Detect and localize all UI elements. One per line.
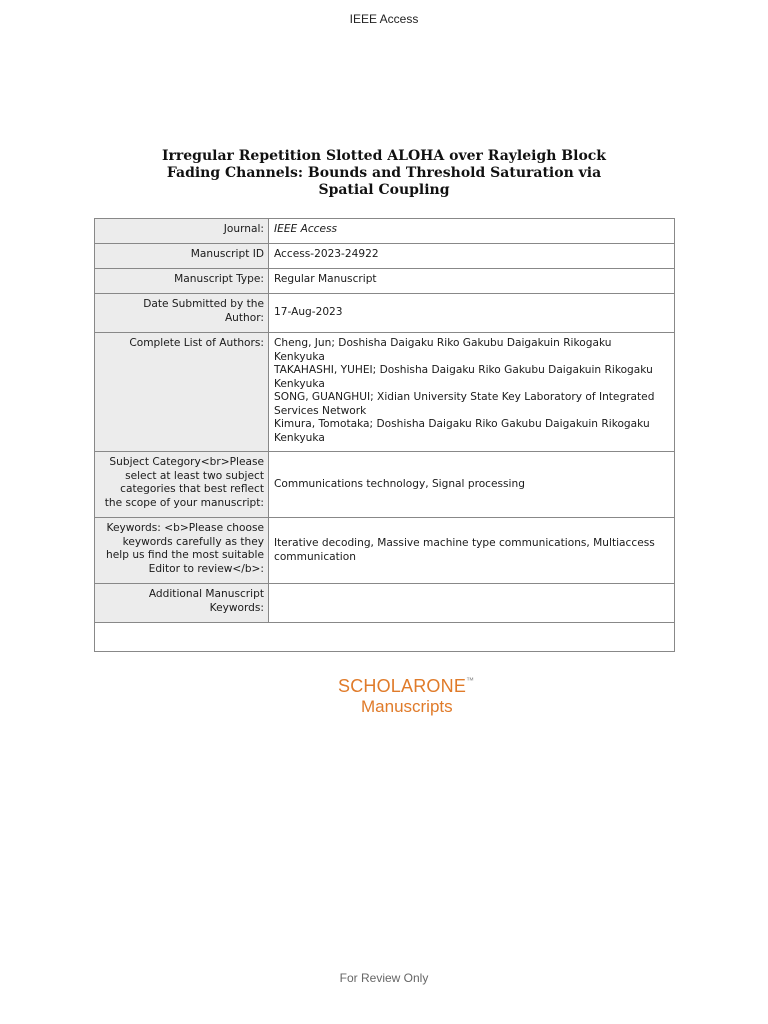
label-line: Editor to review</b>: [148,562,264,575]
authors-label: Complete List of Authors: [95,333,269,452]
label-line: Author: [224,311,264,324]
label-line: help us find the most suitable [106,549,264,561]
paper-title [134,148,634,199]
table-row-empty [95,623,675,652]
table-row-keywords [95,518,675,584]
running-header: IEEE Access [349,12,419,26]
label-line: Keywords: [209,601,264,614]
keywords-value [269,518,675,584]
label-line: Date Submitted by the [143,298,264,310]
keyword-line: communication [274,550,356,563]
table-row-subject-category [95,452,675,518]
author-line: SONG, GUANGHUI; Xidian University State Key Laboratory of Integrated [274,391,655,403]
journal-label: Journal: [95,219,269,244]
label-line: Subject Category<br>Please [109,456,264,468]
label-line: Additional Manuscript [148,588,264,600]
author-line: Kenkyuka [274,377,325,390]
manuscript-info-table [94,218,675,652]
table-row-journal [95,219,675,244]
author-line: Kenkyuka [274,350,325,363]
logo-one-text: ONE [426,676,467,696]
logo-scholar-text: SCHOLAR [338,676,427,696]
label-line: keywords carefully as they [122,535,264,548]
author-line: Cheng, Jun; Doshisha Daigaku Riko Gakubu Daigakuin Rikogaku [274,337,612,349]
label-line: the scope of your manuscript: [104,496,264,509]
keywords-label [95,518,269,584]
manuscript-type-value: Regular Manuscript [269,269,675,294]
label-line: categories that best reflect [120,483,264,495]
label-line: Keywords: <b>Please choose [106,522,264,534]
authors-value [269,333,675,452]
manuscript-id-value: Access-2023-24922 [269,244,675,269]
author-line: Services Network [274,404,367,417]
title-line: Fading Channels: Bounds and Threshold Saturation via [166,165,602,181]
date-submitted-label [95,294,269,333]
empty-cell [95,623,675,652]
additional-keywords-label [95,584,269,623]
manuscript-id-label: Manuscript ID [95,244,269,269]
subject-category-label [95,452,269,518]
table-row-date-submitted [95,294,675,333]
author-line: TAKAHASHI, YUHEI; Doshisha Daigaku Riko Gakubu Daigakuin Rikogaku [274,364,653,376]
label-line: select at least two subject [125,469,264,482]
journal-value: IEEE Access [269,219,675,244]
manuscript-type-label: Manuscript Type: [95,269,269,294]
date-submitted-value: 17-Aug-2023 [269,294,675,333]
table-row-manuscript-type [95,269,675,294]
review-footer: For Review Only [339,971,429,985]
logo-trademark: ™ [466,676,475,685]
table-row-additional-keywords [95,584,675,623]
title-line: Spatial Coupling [318,182,450,198]
keyword-line: Iterative decoding, Massive machine type communications, Multiaccess [274,537,655,549]
logo-manuscripts-text: Manuscripts [361,697,453,716]
author-line: Kimura, Tomotaka; Doshisha Daigaku Riko Gakubu Daigakuin Rikogaku [274,418,650,430]
table-row-manuscript-id [95,244,675,269]
additional-keywords-value [269,584,675,623]
title-line: Irregular Repetition Slotted ALOHA over Rayleigh Block [161,148,607,164]
table-row-authors [95,333,675,452]
subject-category-value: Communications technology, Signal processing [269,452,675,518]
scholarone-logo [338,676,474,717]
author-line: Kenkyuka [274,431,325,444]
